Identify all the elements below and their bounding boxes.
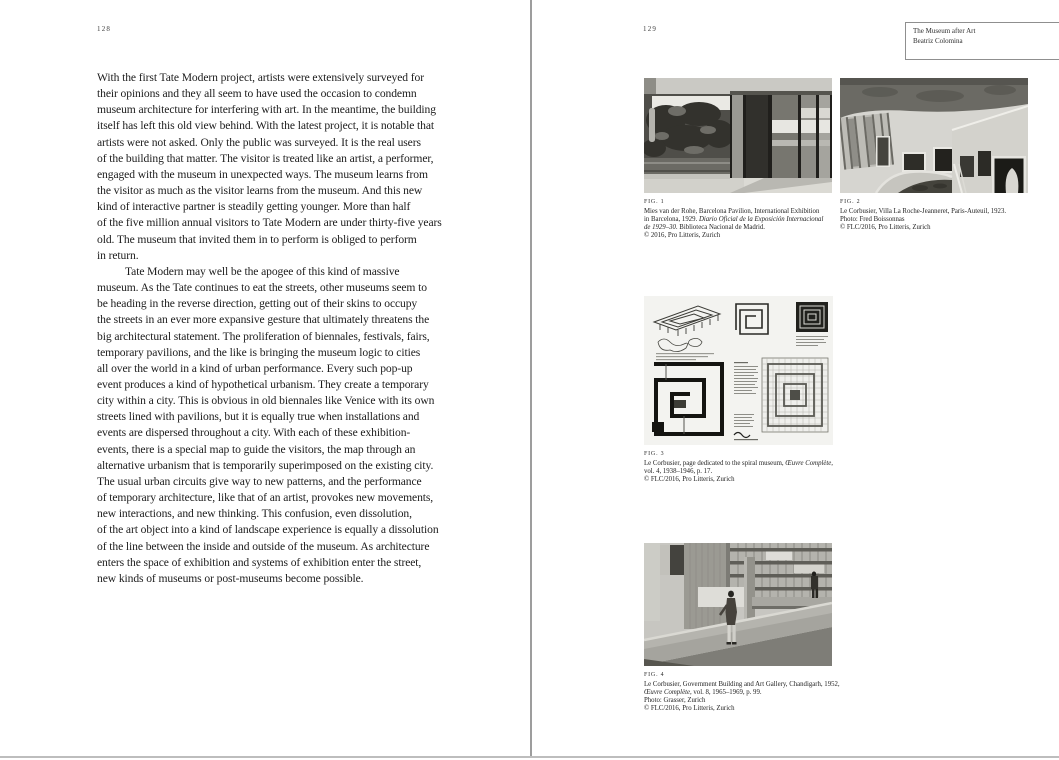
running-head-box [905,22,1059,60]
figure-2-villa-la-roche-image [840,78,1028,193]
figure-4 [644,543,840,713]
figure-3-caption-text: Le Corbusier, page dedicated to the spiral museum, Œuvre Complète, vol. 4, 1938–1946, p. 17. © FLC/2016, Pro Litteris, Zurich [644,459,833,483]
figure-3 [644,296,833,484]
figure-3-caption [644,450,844,484]
figure-1-barcelona-pavilion-image [644,78,832,193]
figure-4-chandigarh-image [644,543,832,666]
figure-1-caption [644,198,844,240]
figure-2-caption-text: Le Corbusier, Villa La Roche-Jeanneret, Paris-Auteuil, 1923. Photo: Fred Boissonnas © FLC/2016, Pro Litteris, Zurich [840,207,1007,231]
figure-1-caption-text: Mies van der Rohe, Barcelona Pavilion, International Exhibition in Barcelona, 1929. Diario Oficial de la Exposición Internacional de 1929–30. Biblioteca Nacional de Madrid. © 2016, Pro Litteris, Zurich [644,207,824,239]
figure-4-caption-text: Le Corbusier, Government Building and Art Gallery, Chandigarh, 1952, Œuvre Complète, vol. 8, 1965–1969, p. 99. Photo: Grasser, Zurich © FLC/2016, Pro Litteris, Zurich [644,680,840,712]
paragraph-2: Tate Modern may well be the apogee of this kind of massive museum. As the Tate continues to eat the streets, other museums seem to be heading in the reverse direction, getting out of their skins to occupy the streets in an ever more expansive gesture that ultimately threatens the big architectural statement. The proliferation of biennales, festivals, fairs, temporary pavilions, and the like is bringing the museum logic to cities all over the world in a kind of urban performance. Every such pop-up event produces a kind of hypothetical urbanism. They create a temporary city within a city. This is obvious in old biennales like Venice with its own streets lined with pavilions, but it is equally true when installations and events are dispersed throughout a city. With each of these exhibition- events, there is a special map to guide the visitors, the map through an alternative urbanism that is temporarily superimposed on the existing city. The usual urban circuits give way to new patterns, and the performance of temporary architecture, like that of an artist, provokes new movements, new interactions, and new thinking. This confusion, even dissolution, of the art object into a kind of landscape experience is equally a dissolution of the line between the inside and outside of the museum. As architecture enters the space of exhibition and systems of exhibition enter the street, new kinds of museums or post-museums become possible. [97,264,439,585]
figure-2 [840,78,1028,232]
page-gutter-divider [530,0,532,757]
running-head-title: The Museum after Art [913,27,976,35]
figure-1 [644,78,832,240]
page-number-left: 128 [97,25,112,33]
figure-4-label: FIG. 4 [644,672,665,678]
spread-bottom-edge [0,756,1059,758]
running-head-author: Beatriz Colomina [913,36,963,45]
figure-3-label: FIG. 3 [644,451,665,457]
paragraph-1: With the first Tate Modern project, artists were extensively surveyed for their opinions and they all seem to have used the occasion to condemn museum architecture for interfering with art. In the meantime, the building itself has left this old view behind. With the latest project, it is notable that artists were not asked. Only the public was surveyed. It is the real users of the building that matter. The visitor is treated like an artist, a performer, engaged with the museum in unexpected ways. The museum learns from the visitor as much as the visitor learns from the museum. And this new kind of interactive partner is steadily getting younger. More than half of the five million annual visitors to Tate Modern are under thirty-five years old. The museum that invited them in to perform is obliged to perform in return. [97,71,442,262]
figure-1-label: FIG. 1 [644,199,665,205]
page-number-right: 129 [643,25,658,33]
figure-2-label: FIG. 2 [840,199,861,205]
figure-4-caption [644,671,844,713]
figure-2-caption [840,198,1040,232]
figure-3-spiral-museum-drawings-image [644,296,833,445]
body-text [97,70,522,587]
